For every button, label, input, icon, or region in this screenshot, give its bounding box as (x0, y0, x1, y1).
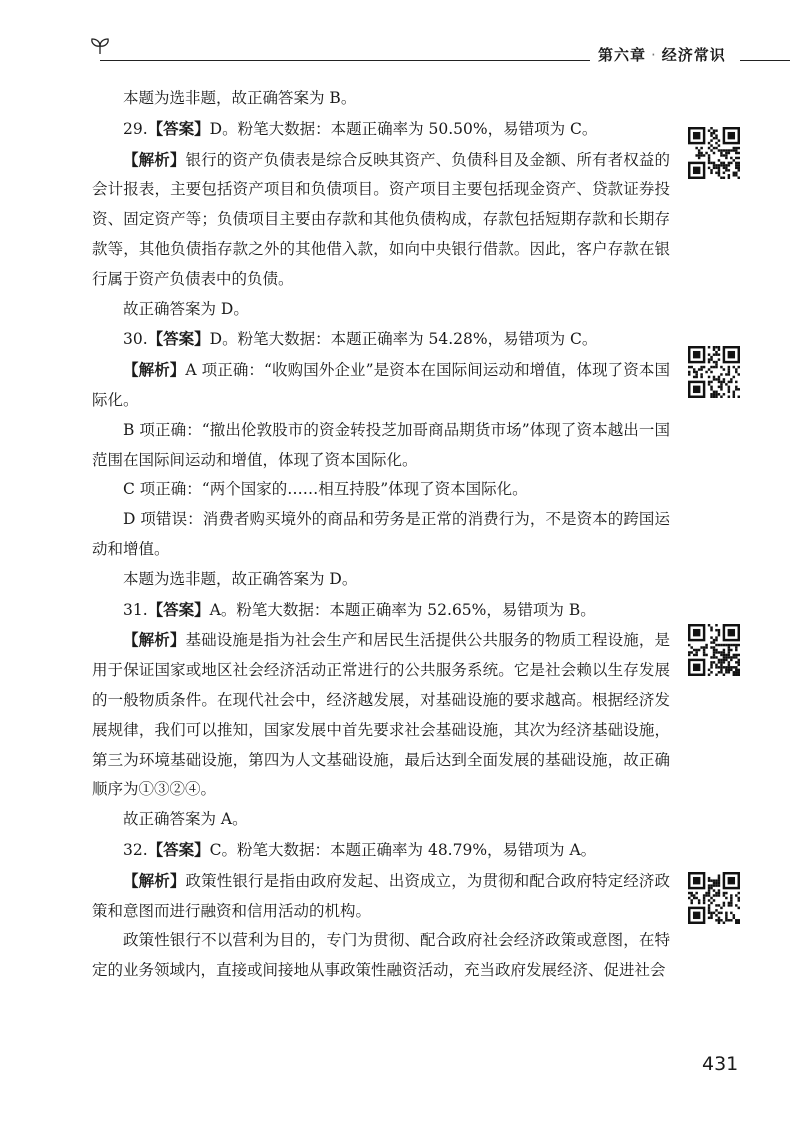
analysis-32: 【解析】政策性银行是指由政府发起、出资成立，为贯彻和配合政府特定经济政策和意图而进行融资和信用活动的机构。 (92, 870, 670, 920)
header-rule (100, 60, 590, 61)
paragraph: 故正确答案为 D。 (123, 299, 249, 318)
qr-code-icon[interactable] (688, 346, 740, 398)
sprout-icon (88, 34, 112, 58)
answer-32: 32.【答案】C。粉笔大数据：本题正确率为 48.79%，易错项为 A。 (123, 839, 597, 859)
qr-code-icon[interactable] (688, 624, 740, 676)
analysis-29: 【解析】银行的资产负债表是综合反映其资产、负债科目及金额、所有者权益的会计报表，主要包括资产项目和负债项目。资产项目主要包括现金资产、贷款证券投资、固定资产等；负债项目主要由存款和其他负债构成，存款包括短期存款和长期存款等，其他负债指存款之外的其他借入款，如向中央银行借款。因此，客户存款在银行属于资产负债表中的负债。 (92, 149, 670, 288)
qr-code-icon[interactable] (688, 127, 740, 179)
paragraph: 本题为选非题，故正确答案为 D。 (123, 569, 358, 588)
paragraph: D 项错误：消费者购买境外的商品和劳务是正常的消费行为，不是资本的跨国运动和增值。 (92, 510, 670, 558)
analysis-30: 【解析】A 项正确：“收购国外企业”是资本在国际间运动和增值，体现了资本国际化。 (92, 360, 670, 409)
chapter-number: 第六章 (598, 46, 647, 64)
header-rule-right (740, 60, 790, 61)
paragraph: C 项正确：“两个国家的……相互持股”体现了资本国际化。 (123, 480, 528, 499)
chapter-name: 经济常识 (661, 46, 726, 64)
paragraph: 政策性银行不以营利为目的，专门为贯彻、配合政府社会经济政策或意图，在特定的业务领域内，直接或间接地从事政策性融资活动，充当政府发展经济、促进社会 (92, 931, 670, 980)
answer-30: 30.【答案】D。粉笔大数据：本题正确率为 54.28%，易错项为 C。 (123, 329, 598, 349)
paragraph: 本题为选非题，故正确答案为 B。 (123, 89, 357, 107)
paragraph: B 项正确：“撤出伦敦股市的资金转投芝加哥商品期货市场”体现了资本越出一国范围在国际间运动和增值，体现了资本国际化。 (92, 420, 670, 469)
page-number: 431 (702, 1053, 739, 1075)
answer-31: 31.【答案】A。粉笔大数据：本题正确率为 52.65%，易错项为 B。 (123, 599, 596, 619)
page-header (0, 0, 800, 70)
page-body (92, 84, 670, 986)
chapter-title: 第六章 · 经济常识 (598, 46, 726, 64)
analysis-31: 【解析】基础设施是指为社会生产和居民生活提供公共服务的物质工程设施，是用于保证国家或地区社会经济活动正常进行的公共服务系统。它是社会赖以生存发展的一般物质条件。在现代社会中，经济越发展，对基础设施的要求越高。根据经济发展规律，我们可以推知，国家发展中首先要求社会基础设施，其次为经济基础设施，第三为环境基础设施，第四为人文基础设施，最后达到全面发展的基础设施，故正确顺序为①③②④。 (92, 630, 670, 799)
paragraph: 故正确答案为 A。 (123, 810, 248, 829)
qr-code-icon[interactable] (688, 872, 740, 924)
answer-29: 29.【答案】D。粉笔大数据：本题正确率为 50.50%，易错项为 C。 (123, 118, 598, 138)
